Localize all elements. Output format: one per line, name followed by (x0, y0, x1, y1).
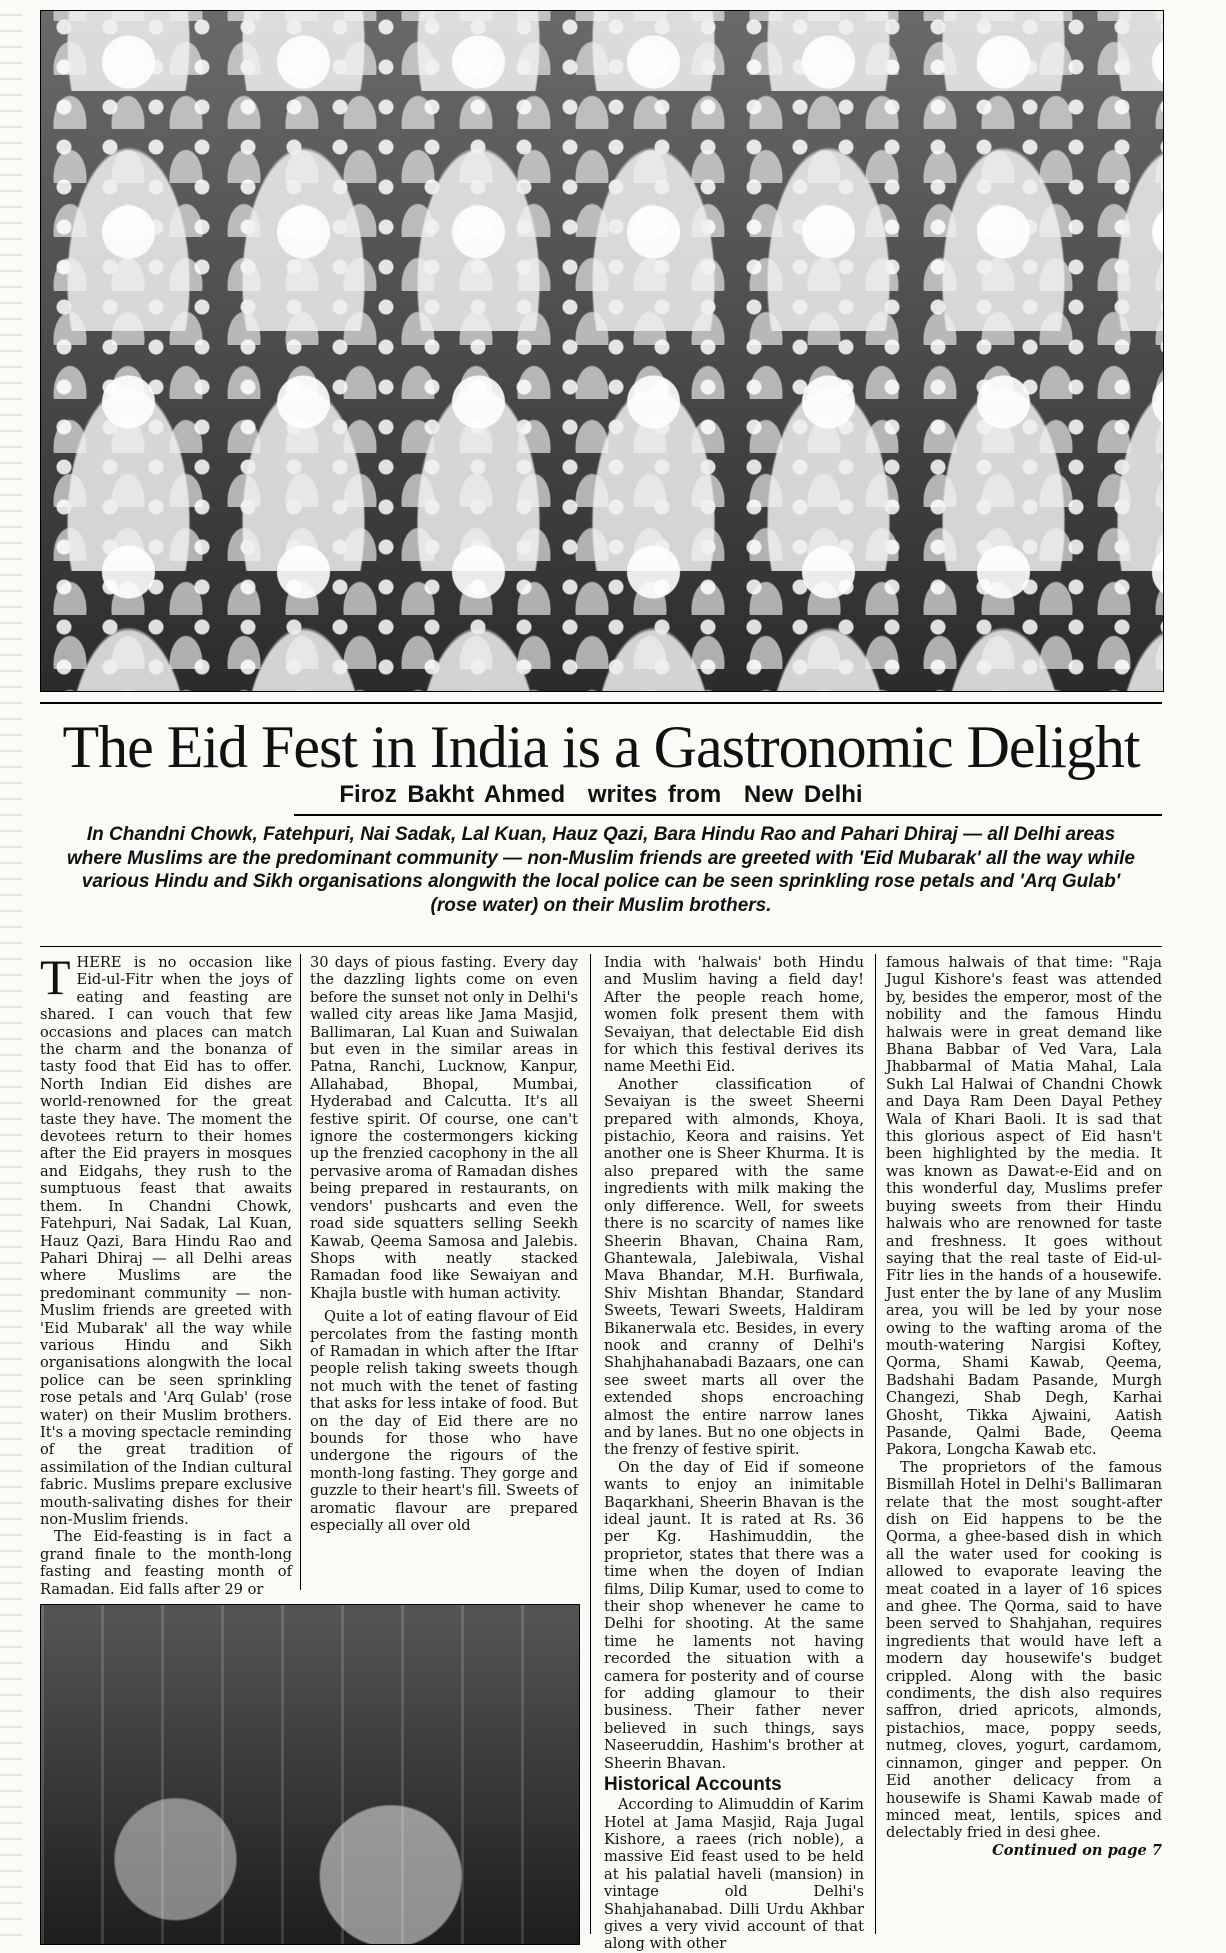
market-scene (41, 1605, 579, 1944)
column-3-paragraph-2: Another classification of Sevaiyan is the sweet Sheerni prepared with almonds, Khoya, pistachio, Keora and raisins. Yet another one is Sheer Khurma. It is also prepared with the same ingredients with milk making the only difference. Well, for sweets there is no scarcity of names like Sheerin Bhavan, Chaina Ram, Ghantewala, Jalebiwala, Vishal Mava Bhandar, M.H. Burfiwala, Shiv Mishtan Bhandar, Standard Sweets, Tewari Sweets, Haldiram Bikanerwala etc. Besides, in every nook and cranny of Delhi's Shahjhahanabadi Bazaars, one can see sweet marts all over the extended shops encroaching almost the entire narrow lanes and by lanes. But no one objects in the frenzy of festive spirit. (604, 1075, 864, 1459)
column-divider-3 (875, 954, 876, 1934)
byline (40, 780, 1162, 810)
article-column-2 (310, 954, 578, 1534)
byline-middle: writes from (587, 781, 722, 808)
adjacent-page-margin (0, 0, 22, 1943)
column-divider-1 (300, 954, 301, 1590)
column-2-paragraph-1: 30 days of pious fasting. Every day the dazzling lights come on even before the sunset not only in Delhi's walled city areas like Jama Masjid, Ballimaran, Lal Kuan and Suiwalan but even in the similar areas in Patna, Ranchi, Lucknow, Kanpur, Allahabad, Bhopal, Mumbai, Hyderabad and Calcutta. It's all festive spirit. Of course, one can't ignore the costermongers kicking up the frenzied cacophony in the all pervasive aroma of Ramadan dishes being prepared in restaurants, on vendors' pushcarts and even the road side squatters selling Seekh Kawab, Qeema Samosa and Jalebis. Shops with neatly stacked Ramadan food like Sewaiyan and Khajla bustle with human activity. (310, 954, 578, 1302)
article-column-4 (886, 954, 1162, 1859)
byline-author: Firoz Bakht Ahmed (339, 781, 566, 808)
column-1-paragraph-2: The Eid-feasting is in fact a grand finale to the month-long fasting and feasting month of Ramadan. Eid falls after 29 or (40, 1528, 292, 1598)
eid-market-photo (40, 1604, 580, 1945)
column-3-paragraph-3: On the day of Eid if someone wants to enjoy an inimitable Baqarkhani, Sheerin Bhavan is the ideal jaunt. It is rated at Rs. 36 per Kg. Hashimuddin, the proprietor, states that there was a time when the doyen of Indian films, Dilip Kumar, used to come to their shop whenever he came to Delhi for shooting. At the same time he laments not having recorded the situation with a camera for posterity and of course for adding glamour to their business. Their father never believed in such things, says Naseeruddin, Hashim's brother at Sheerin Bhavan. (604, 1458, 864, 1772)
column-4-paragraph-1: famous halwais of that time: "Raja Jugul Kishore's feast was attended by, besides the emperor, most of the nobility and the famous Hindu halwais were in great demand like Bhana Babbar of Ved Vara, Lala Jhabbarmal of Matia Mahal, Lala Sukh Lal Halwai of Chandni Chowk and Daya Ram Deen Dayal Pethey Wala of Khari Baoli. It is sad that this glorious aspect of Eid hasn't been highlighted by the media. It was known as Dawat-e-Eid and on this wonderful day, Muslims prefer buying sweets from their Hindu halwais who are renowned for taste and freshness. It goes without saying that the real taste of Eid-ul-Fitr lies in the hands of a housewife. Just enter the by lane of any Muslim area, you will be led by your nose owing to the wafting aroma of the mouth-watering Nargisi Koftey, Qorma, Shami Kawab, Qeema, Badshahi Badam Pasande, Murgh Changezi, Shab Degh, Karhai Ghosht, Tikka Ajwaini, Aatish Pasande, Qalmi Bade, Qeema Pakora, Longcha Kawab etc. (886, 954, 1162, 1459)
continued-on-page[interactable]: Continued on page 7 (992, 1841, 1162, 1859)
column-2-paragraph-2: Quite a lot of eating flavour of Eid percolates from the fasting month of Ramadan in which after the Iftar people relish taking sweets though not much with the tenet of fasting that asks for less intake of food. But on the day of Eid there are no bounds for those who have undergone the rigours of the month-long fasting. They gorge and guzzle to their heart's fill. Sweets of aromatic flavour are prepared especially all over old (310, 1308, 578, 1534)
column-divider-2 (590, 954, 591, 1934)
column-1-paragraph-1 (40, 949, 292, 1528)
subhead-historical-accounts: Historical Accounts (604, 1774, 782, 1796)
column-1-text-1: HERE is no occasion like Eid-ul-Fitr when the joys of eating and feasting are shared. I can vouch that few occasions and places can match the charm and the bonanza of tasty food that Eid has to offer. North Indian Eid dishes are world-renowned for the great taste they have. The moment the devotees return to their homes after the Eid prayers in mosques and Eidgahs, they rush to the sumptuous feast that awaits them. In Chandni Chowk, Fatehpuri, Nai Sadak, Lal Kuan, Hauz Qazi, Bara Hindu Rao and Pahari Dhiraj — all Delhi areas where Muslims are the predominant community — non-Muslim friends are greeted with 'Eid Mubarak' all the way while various Hindu and Sikh organisations alongwith the local police can be seen sprinkling rose petals and 'Arq Gulab' (rose water) on their Muslim brothers. It's a moving spectacle reminding of the great tradition of assimilation of the Indian cultural fabric. Muslims prepare exclusive mouth-salivating dishes for their non-Muslim friends. (40, 954, 292, 1528)
article-column-1 (40, 949, 292, 1598)
rule-body-top (40, 946, 1162, 947)
eid-prayer-crowd-photo (40, 10, 1164, 692)
byline-place: New Delhi (743, 781, 863, 808)
rule-top (40, 702, 1162, 704)
rule-standfirst-top (294, 814, 1162, 816)
article-column-3 (604, 954, 864, 1953)
column-4-paragraph-2: The proprietors of the famous Bismillah Hotel in Delhi's Ballimaran relate that the most sought-after dish on Eid happens to be the Qorma, a ghee-based dish in which all the water used for cooking is allowed to evaporate leaving the meat coated in a layer of 16 spices and ghee. The Qorma, said to have been served to Shahjahan, requires ingredients that would have left a modern day housewife's budget crippled. Along with the basic condiments, the dish also requires saffron, dried apricots, almonds, pistachios, mace, poppy seeds, nutmeg, cloves, yogurt, cardamom, cinnamon, ginger and pepper. On Eid another delicacy from a housewife is Shami Kawab made of minced meat, lentils, spices and delectably fried in desi ghee. (886, 1458, 1162, 1842)
column-3-paragraph-1: India with 'halwais' both Hindu and Muslim having a field day! After the people reach home, women folk present them with Sevaiyan, that delectable Eid dish for which this festival derives its name Meethi Eid. (604, 954, 864, 1076)
column-3-paragraph-4: According to Alimuddin of Karim Hotel at Jama Masjid, Raja Jugal Kishore, a raees (rich noble), a massive Eid feast used to be held at his palatial haveli (mansion) in vintage old Delhi's Shahjahanabad. Dilli Urdu Akhbar gives a very vivid account of that along with other (604, 1796, 864, 1953)
headline: The Eid Fest in India is a Gastronomic Delight (62, 714, 1140, 780)
drop-cap: T (40, 949, 71, 1005)
standfirst: In Chandni Chowk, Fatehpuri, Nai Sadak, Lal Kuan, Hauz Qazi, Bara Hindu Rao and Pahari Dhiraj — all Delhi areas where Muslims are the predominant community — non-Muslim friends are greeted with 'Eid Mubarak' all the way while various Hindu and Sikh organisations alongwith the local police can be seen sprinkling rose petals and 'Arq Gulab' (rose water) on their Muslim brothers. (67, 824, 1135, 916)
crowd-foreground (41, 11, 1163, 691)
